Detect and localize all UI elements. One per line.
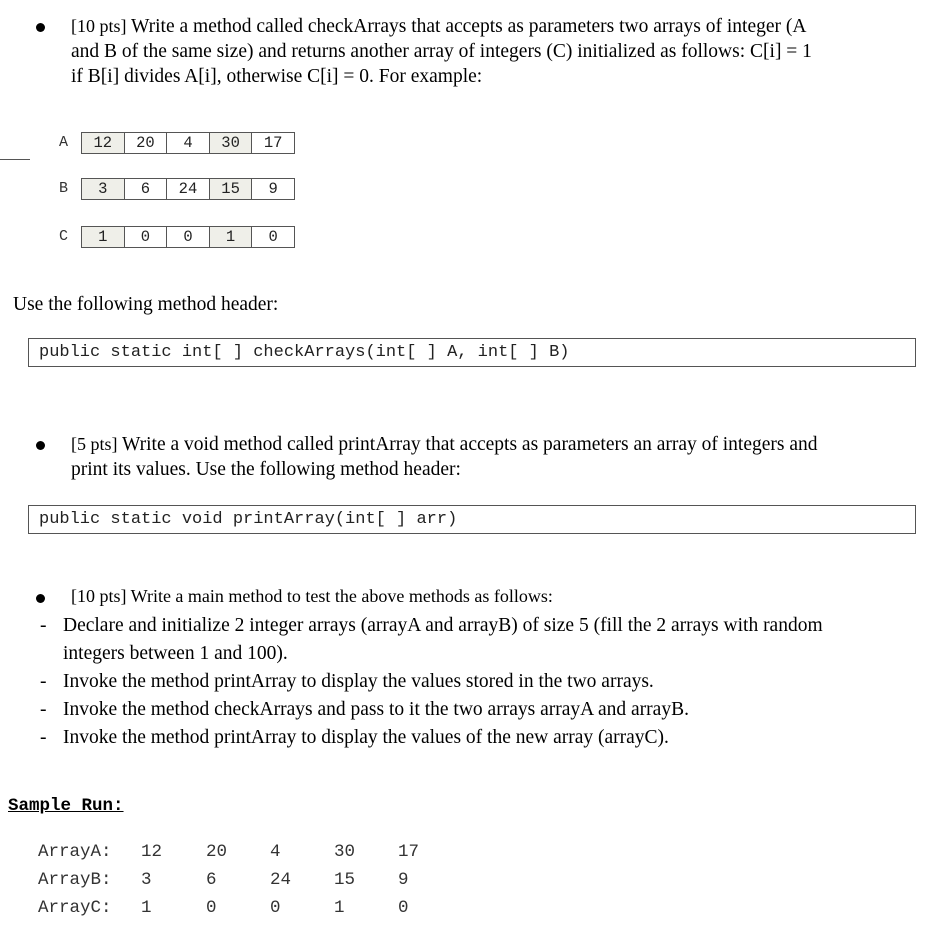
array-a-label: A: [59, 134, 69, 151]
array-cell: 0: [125, 227, 168, 247]
array-cell: 17: [263, 134, 283, 152]
array-b: [81, 178, 295, 200]
sample-run-title: Sample Run:: [8, 796, 124, 816]
margin-mark: [0, 159, 30, 160]
sample-run-value: 1: [334, 898, 345, 918]
sample-run-value: 17: [398, 842, 420, 862]
sample-run-value: 0: [206, 898, 217, 918]
q2-points: [5 pts]: [71, 434, 118, 454]
sample-run-value: 12: [141, 842, 163, 862]
array-b-label: B: [59, 180, 69, 197]
sample-run-label: ArrayC:: [38, 898, 112, 918]
array-cell: 24: [167, 179, 210, 199]
bullet-q3: [36, 594, 45, 603]
array-cell: 30: [210, 133, 253, 153]
sample-run-value: 0: [398, 898, 409, 918]
array-cell: 0: [268, 228, 278, 246]
bullet-q1: [36, 23, 45, 32]
array-cell: 12: [82, 133, 125, 153]
q3-points: [10 pts]: [71, 586, 127, 606]
array-cell: 0: [167, 227, 210, 247]
array-cell: 4: [167, 133, 210, 153]
sample-run-value: 6: [206, 870, 217, 890]
sample-run-value: 30: [334, 842, 356, 862]
sample-run-value: 3: [141, 870, 152, 890]
sample-run-value: 20: [206, 842, 228, 862]
array-cell: 15: [210, 179, 253, 199]
array-c-label: C: [59, 228, 69, 245]
q3-text: [10 pts] Write a main method to test the above methods as follows:: [71, 586, 553, 606]
bullet-q2: [36, 441, 45, 450]
array-a: [81, 132, 295, 154]
array-cell: 3: [82, 179, 125, 199]
sample-run-value: 4: [270, 842, 281, 862]
sample-run-value: 0: [270, 898, 281, 918]
sample-run-value: 9: [398, 870, 409, 890]
sample-run-label: ArrayB:: [38, 870, 112, 890]
sample-run-value: 15: [334, 870, 356, 890]
array-c: [81, 226, 295, 248]
array-cell: 6: [125, 179, 168, 199]
q1-points: [10 pts]: [71, 16, 127, 36]
sample-run-label: ArrayA:: [38, 842, 112, 862]
q1-method-header: public static int[ ] checkArrays(int[ ] A, int[ ] B): [28, 338, 916, 367]
array-cell: 20: [125, 133, 168, 153]
q2-method-header: public static void printArray(int[ ] arr): [28, 505, 916, 534]
sample-run-value: 1: [141, 898, 152, 918]
q2-text: [5 pts] Write a void method called printArray that accepts as parameters an array of integers and print its values. Use the following method header:: [71, 434, 818, 480]
q1-text: [10 pts] Write a method called checkArrays that accepts as parameters two arrays of integer (A and B of the same size) and returns another array of integers (C) initialized as follows: C[i] = 1 if B[i] divides A[i], otherwise C[i] = 0. For example:: [71, 16, 812, 87]
sample-run-value: 24: [270, 870, 292, 890]
array-cell: 1: [210, 227, 253, 247]
array-cell: 9: [268, 180, 278, 198]
array-cell: 1: [82, 227, 125, 247]
q1-header-intro: Use the following method header:: [13, 294, 279, 315]
